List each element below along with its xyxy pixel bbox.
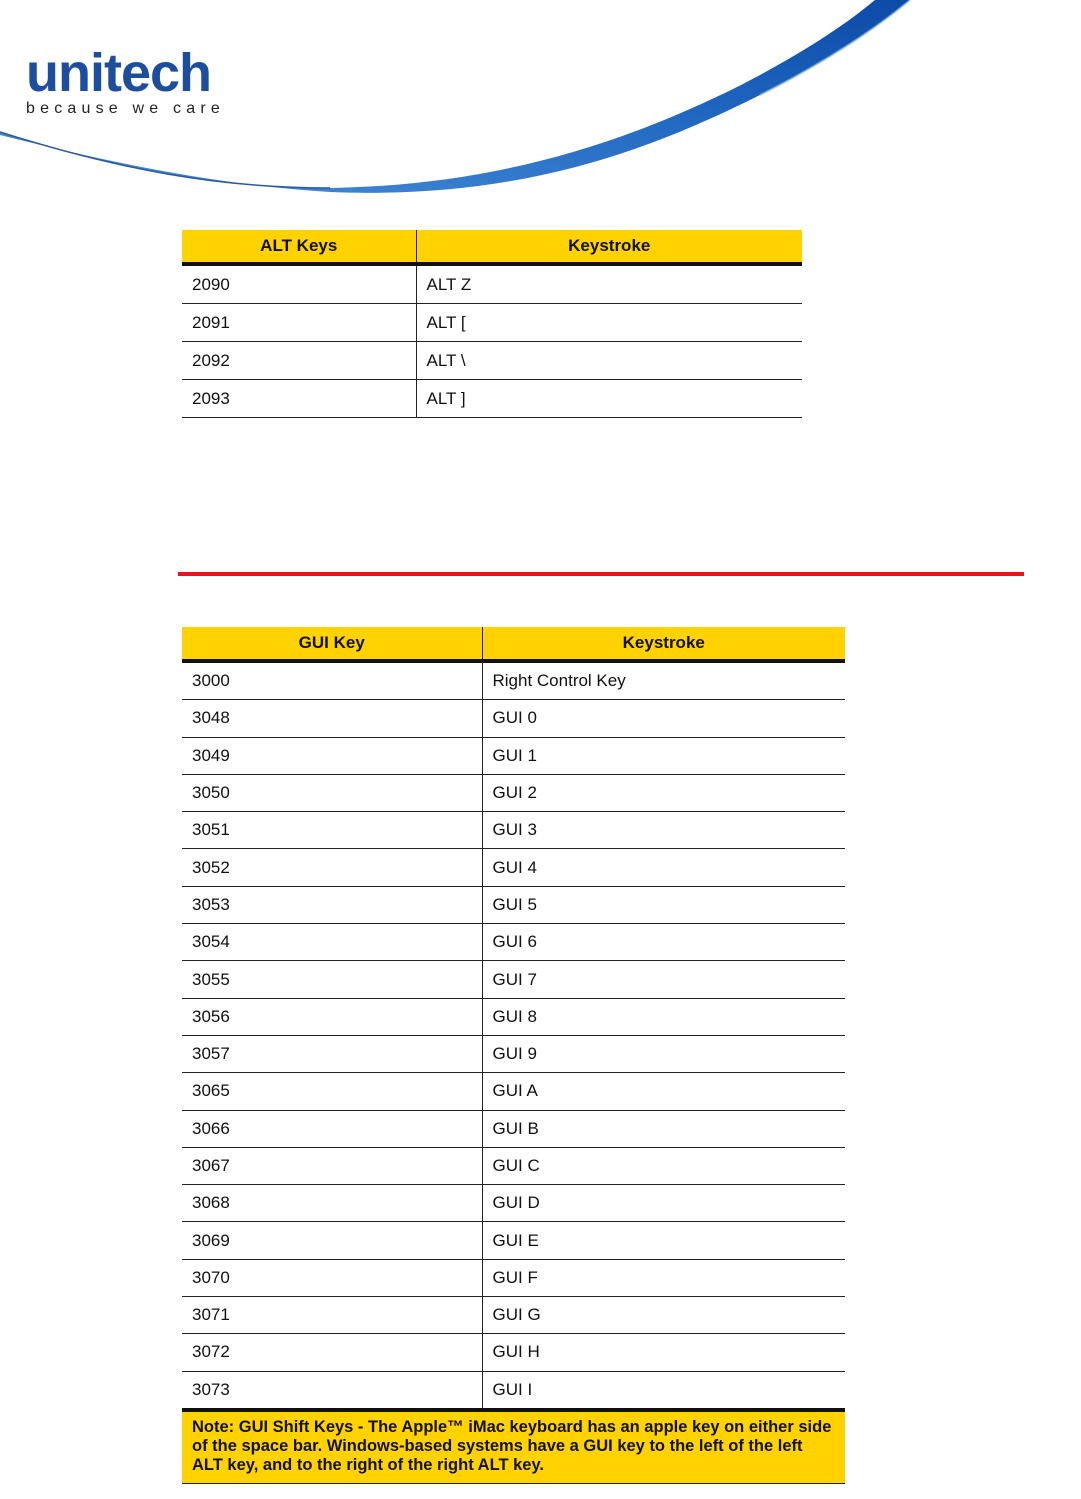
key-code-cell: 3069 (182, 1222, 482, 1259)
table-row (182, 264, 802, 304)
key-code-cell: 3057 (182, 1035, 482, 1072)
alt-keys-table (182, 230, 802, 418)
key-code-cell: 3055 (182, 961, 482, 998)
keystroke-cell: GUI 0 (482, 700, 845, 737)
column-header: GUI Key (182, 627, 482, 661)
keystroke-cell: GUI 3 (482, 812, 845, 849)
column-header: ALT Keys (182, 230, 416, 264)
key-code-cell: 3049 (182, 737, 482, 774)
unitech-logo (26, 43, 225, 118)
key-code-cell: 2091 (182, 304, 416, 342)
keystroke-cell: GUI E (482, 1222, 845, 1259)
table-row (182, 700, 845, 737)
key-code-cell: 3065 (182, 1073, 482, 1110)
keystroke-cell: GUI 8 (482, 998, 845, 1035)
table-row (182, 812, 845, 849)
key-code-cell: 3000 (182, 661, 482, 700)
table-row (182, 1259, 845, 1296)
key-code-cell: 3070 (182, 1259, 482, 1296)
note-row (182, 1410, 845, 1484)
logo-tagline: because we care (26, 100, 225, 117)
table-row (182, 380, 802, 418)
key-code-cell: 2092 (182, 342, 416, 380)
keystroke-cell: GUI 5 (482, 886, 845, 923)
table-row (182, 1371, 845, 1410)
keystroke-cell: GUI 4 (482, 849, 845, 886)
key-code-cell: 2090 (182, 264, 416, 304)
key-code-cell: 3071 (182, 1297, 482, 1334)
table-header-row (182, 230, 802, 264)
column-header: Keystroke (416, 230, 802, 264)
key-code-cell: 3068 (182, 1185, 482, 1222)
table-row (182, 774, 845, 811)
table-row (182, 1297, 845, 1334)
keystroke-cell: GUI 7 (482, 961, 845, 998)
table-row (182, 737, 845, 774)
table-row (182, 1073, 845, 1110)
key-code-cell: 3050 (182, 774, 482, 811)
table-row (182, 886, 845, 923)
table-row (182, 1110, 845, 1147)
keystroke-cell: ALT [ (416, 304, 802, 342)
keystroke-cell: GUI D (482, 1185, 845, 1222)
keystroke-cell: ALT \ (416, 342, 802, 380)
key-code-cell: 3048 (182, 700, 482, 737)
table-row (182, 1147, 845, 1184)
table-row (182, 1334, 845, 1371)
key-code-cell: 3054 (182, 924, 482, 961)
keystroke-cell: GUI G (482, 1297, 845, 1334)
keystroke-cell: GUI F (482, 1259, 845, 1296)
keystroke-cell: Right Control Key (482, 661, 845, 700)
key-code-cell: 3066 (182, 1110, 482, 1147)
key-code-cell: 3052 (182, 849, 482, 886)
key-code-cell: 3067 (182, 1147, 482, 1184)
keystroke-cell: GUI B (482, 1110, 845, 1147)
table-header-row (182, 627, 845, 661)
table-row (182, 1185, 845, 1222)
keystroke-cell: ALT Z (416, 264, 802, 304)
section-divider (178, 572, 1024, 576)
key-code-cell: 2093 (182, 380, 416, 418)
keystroke-cell: GUI 1 (482, 737, 845, 774)
table-row (182, 1035, 845, 1072)
table-row (182, 661, 845, 700)
keystroke-cell: GUI C (482, 1147, 845, 1184)
keystroke-cell: GUI I (482, 1371, 845, 1410)
keystroke-cell: GUI 6 (482, 924, 845, 961)
table-row (182, 961, 845, 998)
key-code-cell: 3053 (182, 886, 482, 923)
table-row (182, 304, 802, 342)
key-code-cell: 3056 (182, 998, 482, 1035)
table-row (182, 1222, 845, 1259)
column-header: Keystroke (482, 627, 845, 661)
keystroke-cell: GUI 9 (482, 1035, 845, 1072)
key-code-cell: 3073 (182, 1371, 482, 1410)
table-row (182, 924, 845, 961)
key-code-cell: 3072 (182, 1334, 482, 1371)
gui-key-table (182, 627, 845, 1484)
keystroke-cell: ALT ] (416, 380, 802, 418)
note-text: Note: GUI Shift Keys - The Apple™ iMac keyboard has an apple key on either side of the space bar. Windows-based systems have a GUI key to the left of the left ALT key, and to the right of the right ALT key. (182, 1410, 845, 1484)
table-row (182, 342, 802, 380)
table-row (182, 849, 845, 886)
logo-wordmark: unitech (26, 43, 212, 103)
keystroke-cell: GUI H (482, 1334, 845, 1371)
table-row (182, 998, 845, 1035)
key-code-cell: 3051 (182, 812, 482, 849)
keystroke-cell: GUI A (482, 1073, 845, 1110)
keystroke-cell: GUI 2 (482, 774, 845, 811)
